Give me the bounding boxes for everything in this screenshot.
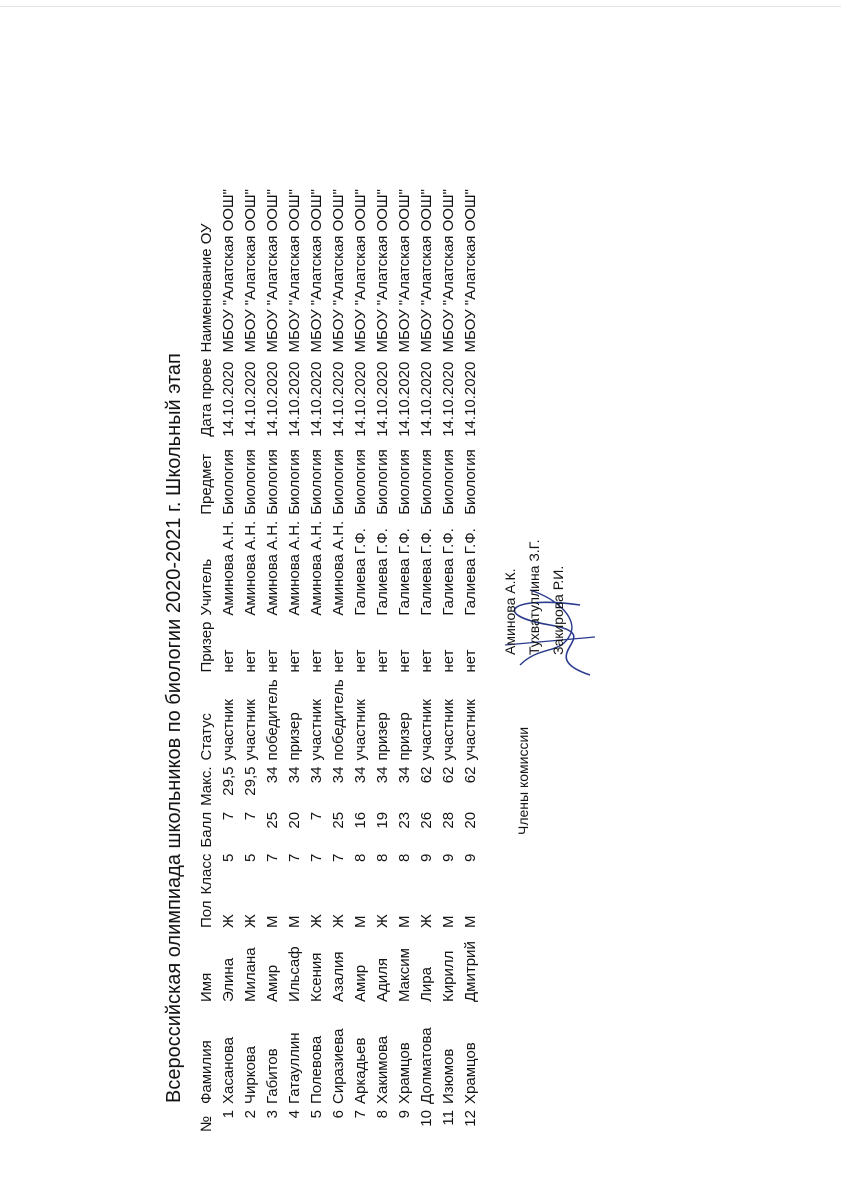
cell-subject: Биология xyxy=(264,449,281,515)
cell-score: 20 xyxy=(286,811,303,829)
cell-status: участник xyxy=(308,699,325,761)
cell-number: 5 xyxy=(308,1110,325,1119)
cell-surname: Гатауллин xyxy=(286,1032,303,1104)
commission-members xyxy=(498,540,570,655)
cell-school: МБОУ "Алатская ООШ" xyxy=(220,189,237,353)
cell-school: МБОУ "Алатская ООШ" xyxy=(440,189,457,353)
header-subject: Предмет xyxy=(198,453,215,515)
cell-teacher: Галиева Г.Ф. xyxy=(462,528,479,616)
cell-subject: Биология xyxy=(396,449,413,515)
cell-number: 4 xyxy=(286,1110,303,1119)
cell-date: 14.10.2020 xyxy=(418,361,435,437)
cell-prize: нет xyxy=(220,649,237,673)
cell-score: 19 xyxy=(374,811,391,829)
table-row xyxy=(372,181,394,1135)
cell-sex: М xyxy=(352,915,369,928)
cell-score: 25 xyxy=(264,811,281,829)
cell-status: участник xyxy=(242,699,259,761)
cell-teacher: Галиева Г.Ф. xyxy=(440,528,457,616)
document-title: Всероссийская олимпиада школьников по биологии 2020-2021 г. Школьный этап xyxy=(163,353,185,1103)
cell-sex: М xyxy=(440,915,457,928)
cell-subject: Биология xyxy=(220,449,237,515)
cell-grade: 8 xyxy=(352,853,369,862)
cell-sex: Ж xyxy=(418,914,435,928)
cell-sex: М xyxy=(286,915,303,928)
cell-first-name: Амир xyxy=(264,964,281,1002)
header-status: Статус xyxy=(198,713,215,761)
cell-max-score: 34 xyxy=(374,766,391,784)
cell-date: 14.10.2020 xyxy=(374,361,391,437)
cell-school: МБОУ "Алатская ООШ" xyxy=(352,189,369,353)
cell-status: победитель xyxy=(264,679,281,761)
cell-grade: 5 xyxy=(220,853,237,862)
cell-surname: Сиразиева xyxy=(330,1028,347,1104)
cell-number: 8 xyxy=(374,1110,391,1119)
cell-max-score: 29,5 xyxy=(242,766,259,796)
cell-teacher: Аминова А.Н. xyxy=(242,520,259,616)
cell-sex: М xyxy=(462,915,479,928)
cell-first-name: Кирилл xyxy=(440,950,457,1002)
cell-number: 12 xyxy=(462,1110,479,1127)
cell-surname: Чиркова xyxy=(242,1046,259,1104)
cell-prize: нет xyxy=(264,649,281,673)
cell-teacher: Галиева Г.Ф. xyxy=(418,528,435,616)
cell-school: МБОУ "Алатская ООШ" xyxy=(396,189,413,353)
cell-prize: нет xyxy=(308,649,325,673)
cell-score: 25 xyxy=(330,811,347,829)
cell-grade: 8 xyxy=(396,853,413,862)
cell-prize: нет xyxy=(330,649,347,673)
cell-school: МБОУ "Алатская ООШ" xyxy=(418,189,435,353)
cell-date: 14.10.2020 xyxy=(396,361,413,437)
cell-number: 9 xyxy=(396,1110,413,1119)
cell-teacher: Аминова А.Н. xyxy=(308,520,325,616)
cell-max-score: 34 xyxy=(330,766,347,784)
cell-number: 1 xyxy=(220,1110,237,1119)
cell-status: призер xyxy=(374,712,391,761)
cell-date: 14.10.2020 xyxy=(264,361,281,437)
cell-grade: 5 xyxy=(242,853,259,862)
cell-status: участник xyxy=(418,699,435,761)
cell-school: МБОУ "Алатская ООШ" xyxy=(286,189,303,353)
header-grade: Класс xyxy=(198,853,215,895)
cell-subject: Биология xyxy=(374,449,391,515)
cell-teacher: Галиева Г.Ф. xyxy=(396,528,413,616)
cell-number: 2 xyxy=(242,1110,259,1119)
cell-sex: М xyxy=(264,915,281,928)
cell-grade: 7 xyxy=(308,853,325,862)
cell-grade: 7 xyxy=(330,853,347,862)
header-school: Наименование ОУ xyxy=(198,223,215,353)
cell-date: 14.10.2020 xyxy=(220,361,237,437)
cell-subject: Биология xyxy=(308,449,325,515)
header-teacher: Учитель xyxy=(198,558,215,616)
cell-date: 14.10.2020 xyxy=(308,361,325,437)
cell-first-name: Лира xyxy=(418,967,435,1002)
cell-status: участник xyxy=(220,699,237,761)
cell-surname: Хакимова xyxy=(374,1035,391,1104)
cell-first-name: Адиля xyxy=(374,957,391,1002)
cell-date: 14.10.2020 xyxy=(242,361,259,437)
cell-date: 14.10.2020 xyxy=(440,361,457,437)
cell-school: МБОУ "Алатская ООШ" xyxy=(462,189,479,353)
cell-surname: Хасанова xyxy=(220,1037,237,1104)
cell-sex: Ж xyxy=(374,914,391,928)
header-max-score: Макс. xyxy=(198,766,215,806)
cell-grade: 7 xyxy=(286,853,303,862)
table-row xyxy=(240,181,262,1135)
cell-number: 7 xyxy=(352,1110,369,1119)
cell-first-name: Элина xyxy=(220,957,237,1002)
cell-prize: нет xyxy=(286,649,303,673)
cell-status: призер xyxy=(396,712,413,761)
cell-first-name: Максим xyxy=(396,948,413,1002)
cell-first-name: Ксения xyxy=(308,952,325,1002)
cell-max-score: 34 xyxy=(308,766,325,784)
cell-max-score: 34 xyxy=(352,766,369,784)
cell-sex: Ж xyxy=(308,914,325,928)
cell-school: МБОУ "Алатская ООШ" xyxy=(374,189,391,353)
cell-grade: 7 xyxy=(264,853,281,862)
cell-prize: нет xyxy=(440,649,457,673)
table-body xyxy=(218,181,482,1135)
cell-grade: 9 xyxy=(462,853,479,862)
table-row xyxy=(416,181,438,1135)
cell-sex: М xyxy=(396,915,413,928)
cell-surname: Долматова xyxy=(418,1027,435,1104)
cell-school: МБОУ "Алатская ООШ" xyxy=(330,189,347,353)
cell-max-score: 29,5 xyxy=(220,766,237,796)
cell-grade: 8 xyxy=(374,853,391,862)
header-surname: Фамилия xyxy=(198,1040,215,1104)
cell-sex: Ж xyxy=(330,914,347,928)
header-first-name: Имя xyxy=(198,972,215,1002)
cell-status: участник xyxy=(440,699,457,761)
cell-number: 11 xyxy=(440,1110,457,1126)
cell-max-score: 62 xyxy=(440,766,457,784)
header-number: № xyxy=(198,1115,215,1132)
commission-label: Члены комиссии xyxy=(515,726,531,835)
cell-max-score: 34 xyxy=(286,766,303,784)
cell-subject: Биология xyxy=(242,449,259,515)
cell-score: 7 xyxy=(220,811,237,821)
table-row xyxy=(328,181,350,1135)
table-row xyxy=(284,181,306,1135)
cell-teacher: Аминова А.Н. xyxy=(264,520,281,616)
header-date: Дата прове xyxy=(198,358,215,437)
cell-first-name: Дмитрий xyxy=(462,941,479,1002)
cell-teacher: Галиева Г.Ф. xyxy=(374,528,391,616)
cell-score: 28 xyxy=(440,811,457,829)
cell-max-score: 34 xyxy=(396,766,413,784)
cell-status: победитель xyxy=(330,679,347,761)
cell-subject: Биология xyxy=(462,449,479,515)
cell-number: 3 xyxy=(264,1110,281,1119)
cell-surname: Храмцов xyxy=(396,1042,413,1104)
table-row xyxy=(460,181,482,1135)
cell-date: 14.10.2020 xyxy=(352,361,369,437)
cell-surname: Полевова xyxy=(308,1035,325,1104)
cell-date: 14.10.2020 xyxy=(286,361,303,437)
cell-teacher: Аминова А.Н. xyxy=(286,520,303,616)
scan-top-edge xyxy=(0,6,841,7)
cell-status: участник xyxy=(462,699,479,761)
cell-first-name: Азалия xyxy=(330,951,347,1002)
cell-max-score: 62 xyxy=(418,766,435,784)
cell-subject: Биология xyxy=(440,449,457,515)
cell-max-score: 62 xyxy=(462,766,479,784)
cell-date: 14.10.2020 xyxy=(462,361,479,437)
cell-first-name: Амир xyxy=(352,964,369,1002)
cell-school: МБОУ "Алатская ООШ" xyxy=(264,189,281,353)
results-table xyxy=(196,181,482,1135)
cell-subject: Биология xyxy=(286,449,303,515)
cell-number: 10 xyxy=(418,1110,435,1127)
cell-subject: Биология xyxy=(352,449,369,515)
cell-subject: Биология xyxy=(418,449,435,515)
cell-score: 26 xyxy=(418,811,435,829)
cell-teacher: Галиева Г.Ф. xyxy=(352,528,369,616)
cell-prize: нет xyxy=(418,649,435,673)
cell-number: 6 xyxy=(330,1110,347,1119)
header-sex: Пол xyxy=(198,900,215,928)
table-row xyxy=(218,181,240,1135)
cell-prize: нет xyxy=(396,649,413,673)
cell-max-score: 34 xyxy=(264,766,281,784)
cell-score: 7 xyxy=(242,811,259,821)
cell-first-name: Ильсаф xyxy=(286,946,303,1002)
cell-school: МБОУ "Алатская ООШ" xyxy=(308,189,325,353)
table-row xyxy=(350,181,372,1135)
header-score: Балл xyxy=(198,811,215,848)
cell-teacher: Аминова А.Н. xyxy=(330,520,347,616)
rotated-document xyxy=(160,65,680,1135)
cell-surname: Габитов xyxy=(264,1048,281,1104)
table-row xyxy=(306,181,328,1135)
cell-prize: нет xyxy=(352,649,369,673)
cell-status: призер xyxy=(286,712,303,761)
cell-surname: Аркадьев xyxy=(352,1037,369,1104)
cell-school: МБОУ "Алатская ООШ" xyxy=(242,189,259,353)
member-1: Аминова А.К. xyxy=(502,568,518,655)
cell-status: участник xyxy=(352,699,369,761)
cell-prize: нет xyxy=(242,649,259,673)
cell-grade: 9 xyxy=(418,853,435,862)
cell-score: 20 xyxy=(462,811,479,829)
cell-surname: Изюмов xyxy=(440,1048,457,1104)
cell-sex: Ж xyxy=(220,914,237,928)
cell-grade: 9 xyxy=(440,853,457,862)
header-prize: Призер xyxy=(198,621,215,673)
table-row xyxy=(438,181,460,1135)
cell-sex: Ж xyxy=(242,914,259,928)
cell-score: 16 xyxy=(352,811,369,829)
member-3: Закирова Р.И. xyxy=(550,565,566,655)
table-row xyxy=(394,181,416,1135)
member-2: Тухватуллина З.Г. xyxy=(526,539,542,655)
cell-teacher: Аминова А.Н. xyxy=(220,520,237,616)
table-header-row xyxy=(196,181,218,1135)
cell-score: 23 xyxy=(396,811,413,829)
cell-subject: Биология xyxy=(330,449,347,515)
table-row xyxy=(262,181,284,1135)
cell-date: 14.10.2020 xyxy=(330,361,347,437)
cell-surname: Храмцов xyxy=(462,1042,479,1104)
cell-prize: нет xyxy=(462,649,479,673)
cell-first-name: Милана xyxy=(242,947,259,1002)
cell-prize: нет xyxy=(374,649,391,673)
cell-score: 7 xyxy=(308,811,325,821)
